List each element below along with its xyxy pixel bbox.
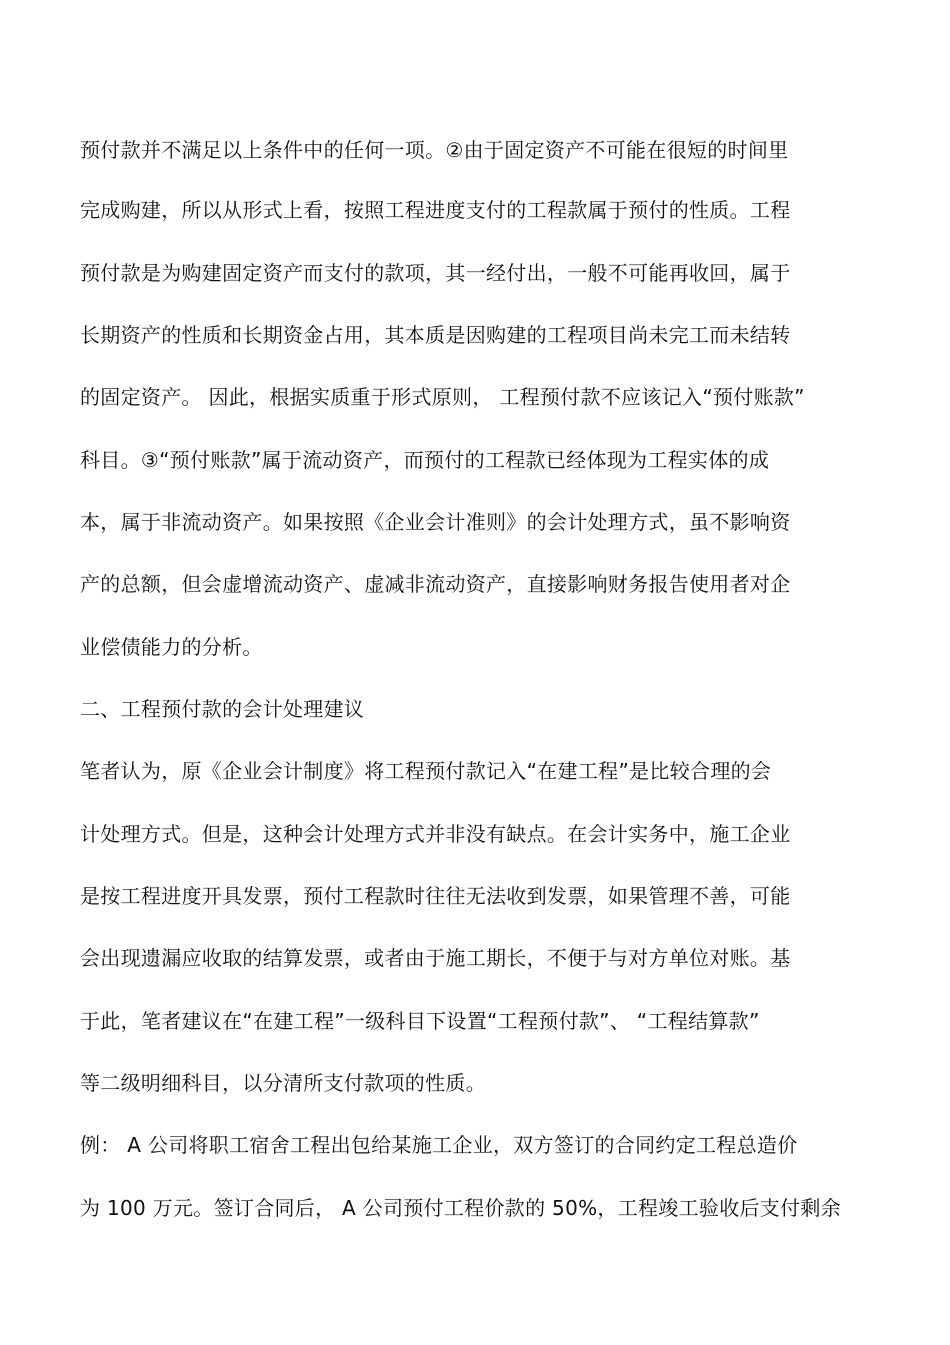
text-line-13: 是按工程进度开具发票，预付工程款时往往无法收到发票，如果管理不善，可能 <box>80 884 791 908</box>
text-line-12: 计处理方式。但是，这种会计处理方式并非没有缺点。在会计实务中，施工企业 <box>80 822 791 846</box>
text-line-5: 的固定资产。 因此，根据实质重于形式原则， 工程预付款不应该记入“预付账款” <box>80 385 805 409</box>
text-line-18: 为 100 万元。签订合同后， A 公司预付工程价款的 50%，工程竣工验收后支付剩余 <box>80 1196 841 1220</box>
text-line-14: 会出现遗漏应收取的结算发票，或者由于施工期长，不便于与对方单位对账。基 <box>80 946 791 970</box>
text-line-9: 业偿债能力的分析。 <box>80 635 263 659</box>
text-line-7: 本，属于非流动资产。如果按照《企业会计准则》的会计处理方式，虽不影响资 <box>80 510 791 534</box>
text-line-1: 预付款并不满足以上条件中的任何一项。②由于固定资产不可能在很短的时间里 <box>80 138 789 162</box>
text-line-17: 例： A 公司将职工宿舍工程出包给某施工企业，双方签订的合同约定工程总造价 <box>80 1133 798 1157</box>
text-line-3: 预付款是为购建固定资产而支付的款项，其一经付出，一般不可能再收回，属于 <box>80 261 791 285</box>
text-line-15: 于此，笔者建议在“在建工程”一级科目下设置“工程预付款”、 “工程结算款” <box>80 1009 760 1033</box>
section-heading: 二、工程预付款的会计处理建议 <box>80 697 365 721</box>
text-line-2: 完成购建，所以从形式上看，按照工程进度支付的工程款属于预付的性质。工程 <box>80 198 791 222</box>
text-line-11: 笔者认为，原《企业会计制度》将工程预付款记入“在建工程”是比较合理的会 <box>80 759 772 783</box>
text-line-6: 科目。③“预付账款”属于流动资产，而预付的工程款已经体现为工程实体的成 <box>80 448 770 472</box>
text-line-4: 长期资产的性质和长期资金占用，其本质是因购建的工程项目尚未完工而未结转 <box>80 323 791 347</box>
text-line-8: 产的总额，但会虚增流动资产、虚减非流动资产，直接影响财务报告使用者对企 <box>80 572 791 596</box>
text-line-16: 等二级明细科目，以分清所支付款项的性质。 <box>80 1071 486 1095</box>
